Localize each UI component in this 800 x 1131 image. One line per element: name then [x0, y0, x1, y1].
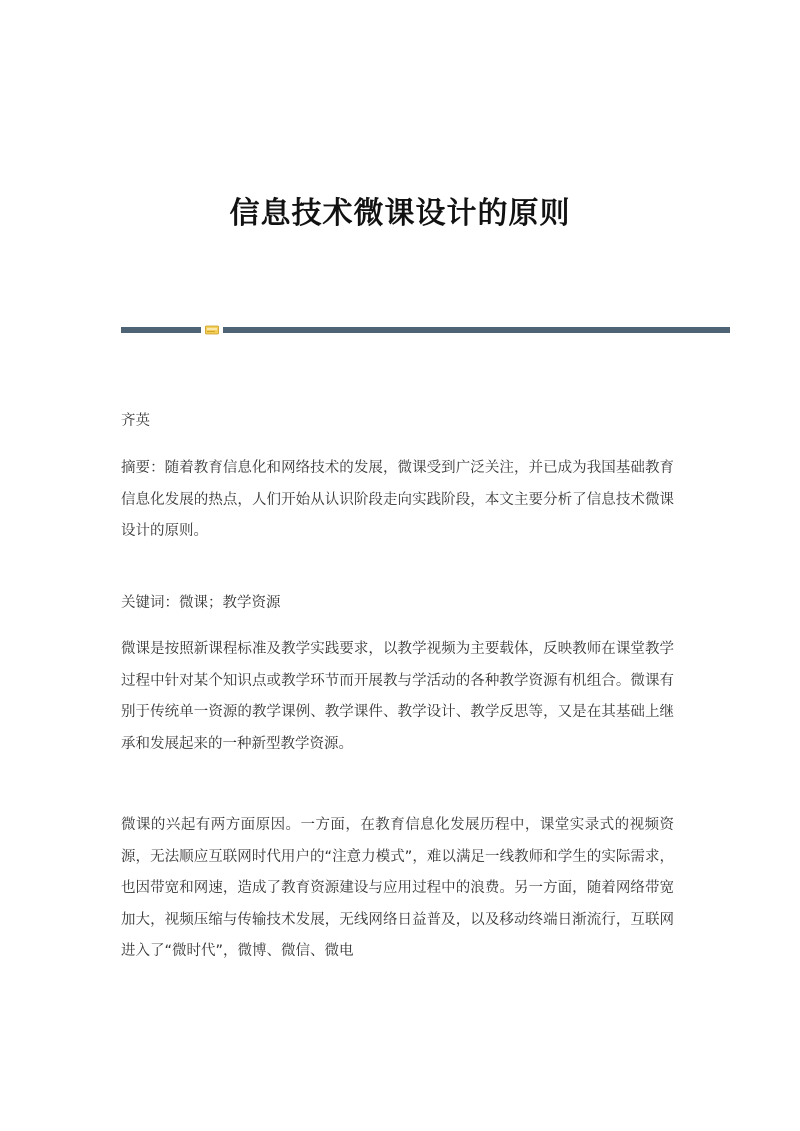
- body-paragraph: 微课是按照新课程标准及教学实践要求，以教学视频为主要载体，反映教师在课堂教学过程中针对某个知识点或教学环节而开展教与学活动的各种教学资源有机组合。微课有别于传统单一资源的教学课例、教学课件、教学设计、教学反思等，又是在其基础上继承和发展起来的一种新型教学资源。: [121, 641, 674, 752]
- pencil-gem-icon: [205, 325, 219, 335]
- abstract-paragraph: 摘要：随着教育信息化和网络技术的发展，微课受到广泛关注，并已成为我国基础教育信息化发展的热点，人们开始从认识阶段走向实践阶段，本文主要分析了信息技术微课设计的原则。: [121, 460, 674, 539]
- divider-bar-left: [121, 327, 201, 333]
- author-name: 齐英: [121, 413, 150, 429]
- title-divider: [121, 326, 730, 334]
- body-paragraph: 微课的兴起有两方面原因。一方面，在教育信息化发展历程中，课堂实录式的视频资源，无法顺应互联网时代用户的“注意力模式”，难以满足一线教师和学生的实际需求，也因带宽和网速，造成了教育资源建设与应用过程中的浪费。另一方面，随着网络带宽加大，视频压缩与传输技术发展，无线网络日益普及，以及移动终端日渐流行，互联网进入了“微时代”，微博、微信、微电: [121, 817, 674, 959]
- divider-bar-right: [223, 327, 730, 333]
- keywords-line: 关键词：微课；教学资源: [121, 595, 281, 611]
- document-title: 信息技术微课设计的原则: [229, 196, 571, 231]
